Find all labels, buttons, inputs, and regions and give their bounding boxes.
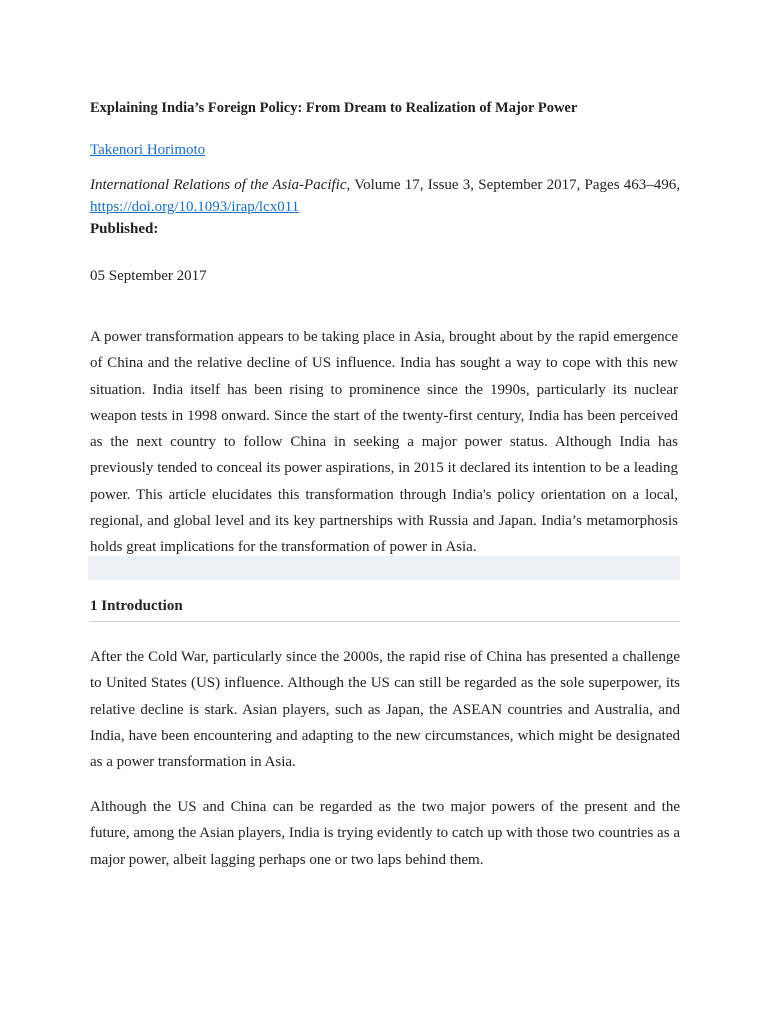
doi-link[interactable]: https://doi.org/10.1093/irap/lcx011 <box>90 199 300 215</box>
abstract-section <box>88 324 680 580</box>
citation-details: , Volume 17, Issue 3, September 2017, Pages 463–496, <box>346 177 681 193</box>
author-link[interactable]: Takenori Horimoto <box>90 142 206 158</box>
introduction-paragraph: After the Cold War, particularly since the 2000s, the rapid rise of China has presented a challenge to United States (US) influence. Although the US can still be regarded as the sole superpower, its relative decline is stark. Asian players, such as Japan, the ASEAN countries and Australia, and India, have been encountering and adapting to the new circumstances, which might be designated as a power transformation in Asia. <box>90 649 680 771</box>
published-date: 05 September 2017 <box>90 268 207 284</box>
citation <box>90 174 680 218</box>
article-title: Explaining India’s Foreign Policy: From Dream to Realization of Major Power <box>90 100 578 116</box>
abstract-text: A power transformation appears to be taking place in Asia, brought about by the rapid emergence of China and the relative decline of US influence. India has sought a way to cope with this new situation. India itself has been rising to prominence since the 1990s, particularly its nuclear weapon tests in 1998 onward. Since the start of the twenty-first century, India has been perceived as the next country to follow China in seeking a major power status. Although India has previously tended to conceal its power aspirations, in 2015 it declared its intention to be a leading power. This article elucidates this transformation through India's policy orientation on a local, regional, and global level and its key partnerships with Russia and Japan. India’s metamorphosis holds great implications for the transformation of power in Asia. <box>90 329 678 556</box>
journal-name: International Relations of the Asia-Pacific <box>90 177 347 193</box>
introduction-paragraph: Although the US and China can be regarded as the two major powers of the present and the future, among the Asian players, India is trying evidently to catch up with those two countries as a major power, albeit lagging perhaps one or two laps behind them. <box>90 799 680 868</box>
section-heading-introduction: 1 Introduction <box>90 596 680 622</box>
published-label: Published: <box>90 221 159 237</box>
